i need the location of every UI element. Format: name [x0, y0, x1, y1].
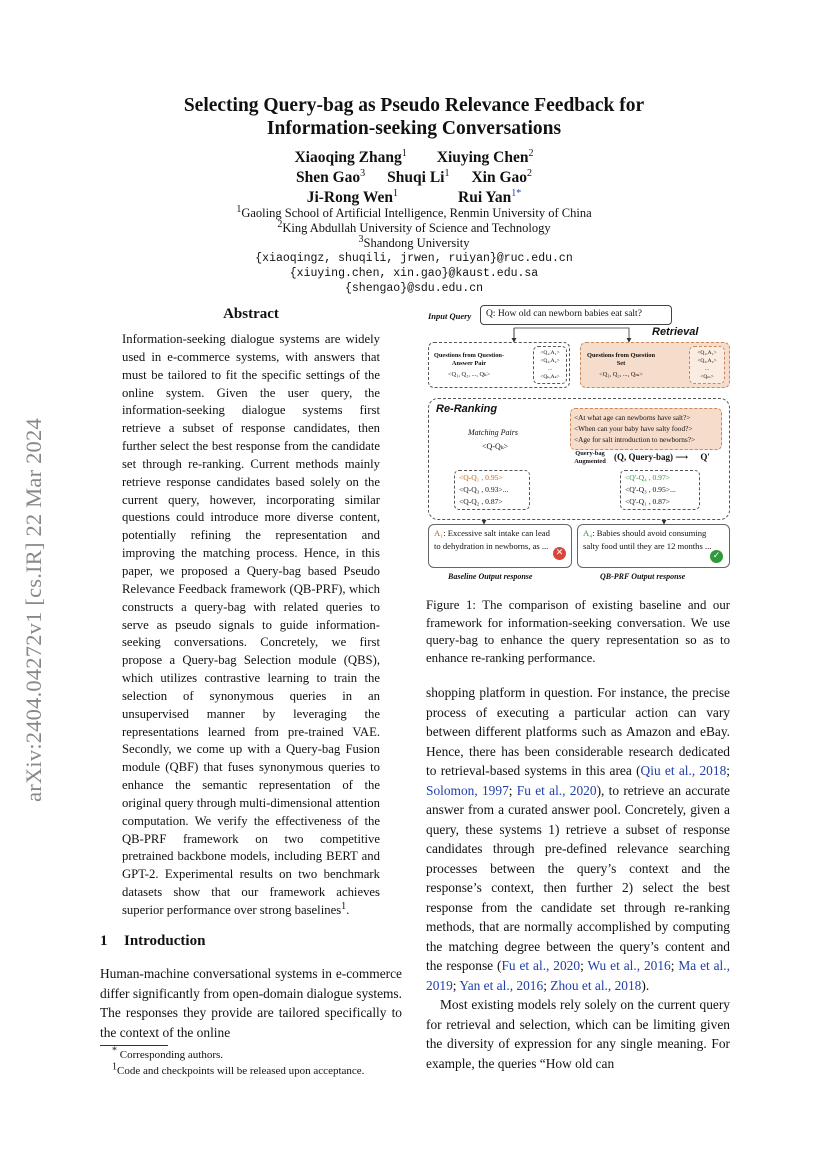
input-query-box	[480, 305, 672, 325]
matching-pairs-seq: <Q-Qₖ>	[482, 442, 509, 451]
footnotes	[100, 1045, 410, 1079]
score-item: <Q-Q₃ , 0.93>...	[459, 485, 509, 494]
query-bag-item: <When can your baby have salty food?>	[574, 424, 693, 433]
citation-link[interactable]: Zhou et al., 2018	[550, 977, 642, 993]
introduction-body: Human-machine conversational systems in e-commerce differ significantly from open-domain dialogue systems. The responses they provide are tailored specifically to the context of the online	[100, 966, 402, 1040]
question-set-seq: <Q₁, Q₂, ..., Qₘ>	[599, 371, 643, 378]
ours-output-label: QB-PRF Output response	[600, 572, 686, 581]
score-item: <Q-Q₂ , 0.87>	[459, 497, 503, 506]
author: Shen Gao$^3$	[295, 167, 366, 186]
email: {shengao}@sdu.edu.cn	[344, 282, 484, 295]
author: Xiuying Chen$^2$	[436, 147, 534, 166]
citation-link[interactable]: Qiu et al., 2018	[640, 763, 727, 778]
input-query-label: Input Query	[428, 311, 472, 321]
affiliation: $^1$Gaoling School of Artificial Intelligence, Renmin University of China	[236, 203, 592, 220]
author: Xiaoqing Zhang$^1$	[294, 147, 407, 166]
author: Shuqi Li$^1$	[387, 167, 450, 186]
citation-link[interactable]: Yan et al., 2016	[459, 977, 544, 993]
paper-title	[120, 94, 708, 140]
author-list	[120, 148, 708, 208]
citation-link[interactable]: Solomon, 1997	[426, 782, 509, 798]
citation-link[interactable]: Fu et al., 2020	[501, 958, 581, 973]
figure-caption: Figure 1: The comparison of existing baseline and our framework for information-seeking conversation. We use query-bag to enhance the query representation so as to enhance re-ranking performance.	[426, 598, 730, 665]
paragraph: shopping platform in question. For instance, the precise process of executing a particular action can vary between different platforms such as Amazon and eBay. Hence, there has been considerable research dedicated to retrieval-based systems in this area (Qiu et al., 2018; Solomon, 1997; Fu et al., 2020), to retrieve an accurate answer from a curated answer pool. Concretely, given a query, these systems 1) retrieve a subset of response candidates through pre-defined relevance searching processes between the query’s context and the response’s context, then further 2) select the best response from the candidate set through re-ranking methods, that are normally accomplished by computing the matching degree between the query’s content and the response (Fu et al., 2020; Wu et al., 2016; Ma et al., 2019; Yan et al., 2016; Zhou et al., 2018).	[426, 685, 730, 993]
qa-pair-title: Questions from Question-Answer Pair	[433, 352, 505, 367]
author: Rui Yan$^{1*}$	[458, 187, 522, 206]
citation-link[interactable]: Fu et al., 2020	[516, 782, 597, 798]
title-line-1: Selecting Query-bag as Pseudo Relevance Feedback for	[183, 95, 645, 116]
ours-retrieval-box	[580, 342, 730, 388]
query-bag-item: <Age for salt introduction to newborns?>	[574, 435, 696, 444]
query-bag-augmented-label: Query-bag Augmented	[574, 450, 606, 465]
author-row	[120, 188, 708, 208]
abstract-body: Information-seeking dialogue systems are widely used in e-commerce systems, with answers that must be tailored to fit the specific settings of the online system. Given the user query, the information-seeking dialogue systems first retrieve a subset of response candidates, then further select the best response from the candidate set through re-ranking. Current methods mainly retrieve response candidates based solely on the current query, however, incorporating similar questions could introduce more diverse content, potentially refining the representation and improving the matching process. Hence, in this paper, we proposed a Query-bag based Pseudo Relevance Feedback framework (QB-PRF), which constructs a query-bag with related queries to serve as pseudo signals to guide information-seeking conversations. Concretely, we first propose a Query-bag Selection module (QBS), which utilizes contrastive learning to train the selection of synonymous queries in an unsupervised manner by leveraging the representations learned from pre-trained VAE. Secondly, we come up with a Query-bag Fusion module (QBF) that fuses synonymous queries to enhance the semantic representation of the original query through multi-dimensional attention computation. We verify the effectiveness of the QB-PRF framework on two competitive pretrained backbone models, including BERT and GPT-2. Experimental results on two benchmark datasets show that our framework achieves superior performance over strong baselines$^1$.	[122, 332, 380, 917]
section-heading-introduction: 1 Introduction	[100, 933, 206, 949]
question-set-candidates: <Q₁,A₁> <Q₂,A₂> ... <Qₘ>	[689, 346, 725, 384]
affiliations	[120, 203, 708, 296]
score-item: <Q'-Q₁ , 0.87>	[625, 497, 671, 506]
ours-scores-box	[620, 470, 700, 510]
figure-1	[424, 302, 734, 592]
qa-pair-seq: <Q₁, Q₂, ..., Qₖ>	[447, 371, 491, 378]
author-row	[120, 168, 708, 188]
footnote: * Corresponding authors.	[112, 1045, 224, 1061]
affiliation: $^3$Shandong University	[358, 233, 470, 250]
score-item: <Q'-Q₃ , 0.95>...	[625, 485, 676, 494]
score-item: <Q-Q₁ , 0.95>	[459, 473, 503, 482]
title-line-2: Information-seeking Conversations	[266, 118, 562, 139]
query-bag-box	[570, 408, 722, 450]
ours-response-box: A₄: Babies should avoid consuming salty food until they are 12 months ... ✓	[577, 524, 730, 568]
footnote-divider	[100, 1045, 168, 1046]
qa-candidates: <Q₁,A₁> <Q₂,A₂> ... <Qₖ,Aₖ>	[533, 346, 567, 384]
wrong-icon: ✕	[553, 547, 566, 560]
query-bag-formula: (Q, Query-bag) ⟶ Q'	[614, 452, 710, 462]
footnote: 1Code and checkpoints will be released upon acceptance.	[112, 1060, 365, 1077]
baseline-response-box: A₁: Excessive salt intake can lead to dehydration in newborns, as ... ✕	[428, 524, 572, 568]
author: Ji-Rong Wen$^1$	[306, 187, 398, 206]
question-set-title: Questions from Question Set	[586, 352, 656, 367]
query-bag-item: <At what age can newborns have salt?>	[574, 413, 691, 422]
reranking-label: Re-Ranking	[436, 403, 498, 415]
retrieval-label: Retrieval	[652, 326, 699, 338]
matching-pairs-label: Matching Pairs	[468, 428, 518, 437]
baseline-output-label: Baseline Output response	[448, 572, 533, 581]
input-query-text: Q: How old can newborn babies eat salt?	[486, 309, 642, 319]
citation-link[interactable]: Wu et al., 2016	[587, 958, 671, 973]
author: Xin Gao$^2$	[471, 167, 533, 186]
affiliation: $^2$King Abdullah University of Science and Technology	[277, 218, 551, 235]
check-icon: ✓	[710, 550, 723, 563]
baseline-scores-box	[454, 470, 530, 510]
citation-link[interactable]: Ma et al., 2019	[426, 958, 730, 993]
footnote-mark: 1	[341, 900, 347, 912]
score-item: <Q'-Q₄ , 0.97>	[625, 473, 671, 482]
arxiv-id-text: arXiv:2404.04272v1 [cs.IR] 22 Mar 2024	[21, 418, 46, 802]
arxiv-identifier	[14, 370, 54, 850]
email: {xiuying.chen, xin.gao}@kaust.edu.sa	[289, 267, 539, 280]
paragraph: Most existing models rely solely on the current query for retrieval and selection, which can be limiting given the diversity of expression for any single meaning. For example, the queries “How old can	[426, 997, 730, 1071]
baseline-retrieval-box	[428, 342, 570, 388]
email: {xiaoqingz, shuqili, jrwen, ruiyan}@ruc.edu.cn	[255, 252, 573, 265]
author-row	[120, 148, 708, 168]
right-column-body	[426, 683, 730, 1073]
abstract-heading: Abstract	[223, 306, 279, 322]
